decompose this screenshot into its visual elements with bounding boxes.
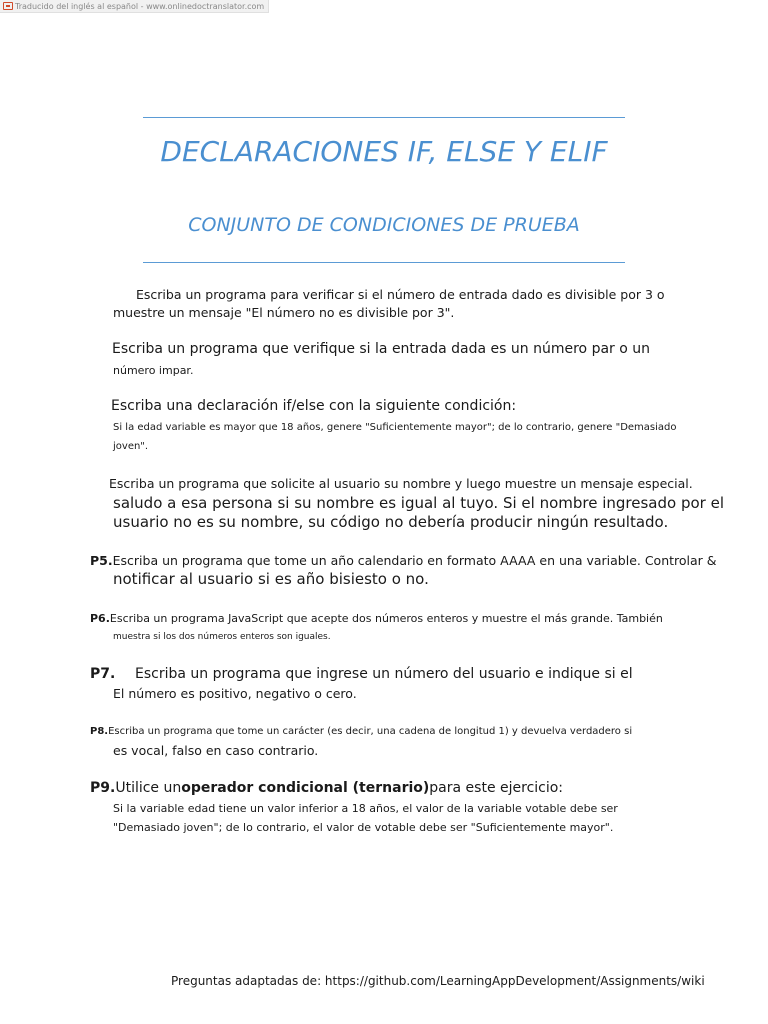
footer-source: Preguntas adaptadas de: https://github.com/LearningAppDevelopment/Assignments/wiki <box>171 974 705 988</box>
q9-intro-bold: operador condicional (ternario) <box>181 780 430 796</box>
q9-intro-pre: Utilice un <box>115 780 182 796</box>
q7-text: Escriba un programa que ingrese un número del usuario e indique si el <box>135 666 633 682</box>
translator-banner-text: Traducido del inglés al español - www.onlinedoctranslator.com <box>15 1 265 11</box>
q8-line1 <box>90 726 632 737</box>
q5-line2: notificar al usuario si es año bisiesto o no. <box>113 570 429 588</box>
q8-text: Escriba un programa que tome un carácter (es decir, una cadena de longitud 1) y devuelva verdadero si <box>108 726 633 737</box>
q5-text: Escriba un programa que tome un año calendario en formato AAAA en una variable. Controlar & <box>112 553 717 568</box>
page-title: DECLARACIONES IF, ELSE Y ELIF <box>160 135 608 168</box>
translator-banner[interactable] <box>0 0 269 13</box>
q3-line1: Escriba una declaración if/else con la siguiente condición: <box>111 398 517 414</box>
q7-line1 <box>90 666 633 682</box>
q2-line2: número impar. <box>113 364 194 377</box>
q9-line1 <box>90 780 563 796</box>
q4-line2: saludo a esa persona si su nombre es igual al tuyo. Si el nombre ingresado por el <box>113 494 724 512</box>
q6-line2: muestra si los dos números enteros son iguales. <box>113 632 331 642</box>
q1-line1: Escriba un programa para verificar si el número de entrada dado es divisible por 3 o <box>136 287 665 302</box>
q6-label: P6. <box>90 612 110 625</box>
q5-label: P5. <box>90 553 113 568</box>
q6-line1 <box>90 612 663 625</box>
q4-line1: Escriba un programa que solicite al usuario su nombre y luego muestre un mensaje especial. <box>109 476 693 491</box>
q7-line2: El número es positivo, negativo o cero. <box>113 686 357 701</box>
q3-line2: Si la edad variable es mayor que 18 años, genere "Suficientemente mayor"; de lo contrario, genere "Demasiado <box>113 422 677 433</box>
q4-line3: usuario no es su nombre, su código no debería producir ningún resultado. <box>113 513 669 531</box>
q6-text: Escriba un programa JavaScript que acepte dos números enteros y muestre el más grande. También <box>109 612 663 625</box>
q9-line3: "Demasiado joven"; de lo contrario, el valor de votable debe ser "Suficientemente mayor". <box>113 821 614 834</box>
q8-line2: es vocal, falso en caso contrario. <box>113 743 319 758</box>
q9-label: P9. <box>90 780 116 796</box>
q3-line3: joven". <box>113 441 149 452</box>
pdf-icon <box>3 2 13 10</box>
q9-intro-post: para este ejercicio: <box>429 780 564 796</box>
top-divider <box>143 117 625 118</box>
q9-line2: Si la variable edad tiene un valor inferior a 18 años, el valor de la variable votable debe ser <box>113 802 618 815</box>
bottom-divider <box>143 262 625 263</box>
q7-label: P7. <box>90 666 116 682</box>
q8-label: P8. <box>90 726 109 737</box>
q5-line1 <box>90 553 717 568</box>
page-subtitle: CONJUNTO DE CONDICIONES DE PRUEBA <box>188 214 580 236</box>
q2-line1: Escriba un programa que verifique si la entrada dada es un número par o un <box>112 341 651 357</box>
q1-line2: muestre un mensaje "El número no es divisible por 3". <box>113 305 455 320</box>
